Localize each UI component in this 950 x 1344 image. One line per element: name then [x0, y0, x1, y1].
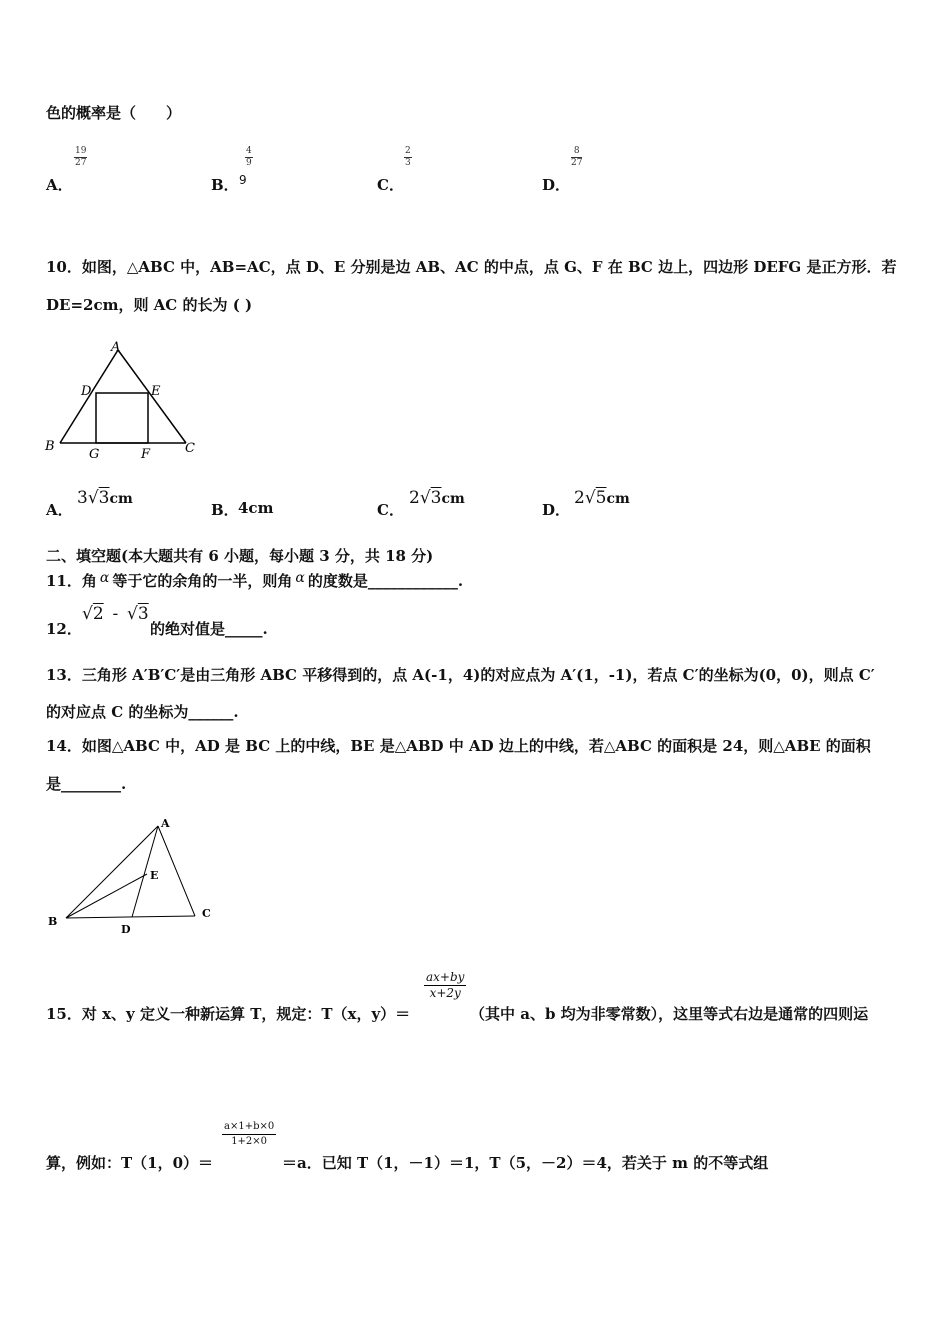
coefficient: 2: [409, 488, 420, 508]
q9-option-b-label: B．: [211, 176, 239, 194]
q10-option-d-value: 2√5cm: [574, 488, 630, 508]
fraction-denominator: 27: [75, 158, 87, 168]
unit: cm: [606, 491, 630, 507]
fraction-numerator: ax+by: [426, 970, 465, 984]
q14-triangle-figure: [40, 812, 230, 940]
q9-option-c-label: C．: [377, 176, 404, 194]
unit: cm: [441, 491, 465, 507]
fraction-denominator: 1+2×0: [231, 1136, 268, 1147]
fraction-numerator: 8: [571, 146, 582, 158]
radicand: 3: [137, 604, 149, 624]
q10-triangle-figure: [40, 335, 210, 465]
vertex-label-c: C: [185, 441, 195, 456]
q15-line2-suffix: ＝a．已知 T（1，－1）＝1，T（5，－2）＝4，若关于 m 的不等式组: [282, 1154, 769, 1172]
q10-option-b-label: B．: [211, 501, 239, 519]
q13-stem-line2: 的对应点 C 的坐标为______.: [46, 703, 239, 721]
vertex-label-b: B: [45, 439, 55, 454]
q15-fraction-definition: [424, 970, 466, 1001]
q10-option-b-value: 4cm: [238, 499, 274, 517]
vertex-label-g: G: [89, 447, 100, 462]
q9-option-a-label: A．: [46, 176, 73, 194]
fraction-numerator: 4: [246, 146, 252, 156]
q10-option-a-value: 3√3cm: [77, 488, 133, 508]
vertex-label-f: F: [141, 447, 151, 462]
radicand: 3: [98, 488, 110, 508]
fraction-numerator: a×1+b×0: [222, 1120, 276, 1135]
q9-option-d-label: D．: [542, 176, 571, 194]
fraction-numerator: 2: [405, 146, 411, 156]
q9-stem-tail: 色的概率是（ ）: [46, 104, 182, 122]
q10-option-a-label: A．: [46, 501, 73, 519]
vertex-label-e: E: [150, 869, 159, 882]
q15-line2-prefix: 算，例如：T（1，0）＝: [46, 1154, 214, 1172]
fraction-numerator: 19: [75, 146, 87, 156]
fraction-denominator: 27: [571, 158, 583, 168]
vertex-label-c: C: [202, 907, 211, 920]
fraction-denominator: 9: [246, 158, 252, 168]
coefficient: 2: [574, 488, 585, 508]
q10-option-d-label: D．: [542, 501, 571, 519]
q9-option-a-fraction: [74, 146, 87, 169]
q11-prefix: 11．角: [46, 572, 97, 590]
fraction-denominator: 3: [405, 158, 411, 168]
q9-option-b-stray-digit: 9: [239, 173, 247, 187]
unit: cm: [109, 491, 133, 507]
q10-option-c-label: C．: [377, 501, 404, 519]
fraction-denominator: x+2y: [429, 986, 461, 1000]
q11-stem: [46, 570, 463, 591]
vertex-label-a: A: [111, 340, 121, 355]
vertex-label-a: A: [161, 817, 170, 830]
q14-stem-line1: 14．如图△ABC 中，AD 是 BC 上的中线，BE 是△ABD 中 AD 边上的中线，若△ABC 的面积是 24，则△ABE 的面积: [46, 737, 871, 755]
q9-option-c-fraction: [404, 146, 412, 169]
radicand: 3: [430, 488, 442, 508]
minus-sign: -: [112, 604, 119, 624]
vertex-label-d: D: [121, 923, 131, 936]
q15-line1-prefix: 15．对 x、y 定义一种新运算 T，规定：T（x，y）＝: [46, 1005, 411, 1023]
vertex-label-b: B: [48, 915, 58, 928]
q13-stem-line1: 13．三角形 A′B′C′是由三角形 ABC 平移得到的，点 A(-1，4)的对应点为 A′(1，-1)，若点 C′的坐标为(0，0)，则点 C′: [46, 666, 875, 684]
radicand: 5: [595, 488, 607, 508]
q11-mid: 等于它的余角的一半，则角: [112, 572, 293, 590]
alpha-symbol: α: [295, 570, 305, 586]
vertex-label-e: E: [151, 384, 161, 399]
q14-stem-line2: 是________.: [46, 775, 127, 793]
q12-suffix: 的绝对值是_____.: [150, 620, 268, 638]
alpha-symbol: α: [99, 570, 110, 586]
radicand: 2: [92, 604, 104, 624]
vertex-label-d: D: [81, 384, 92, 399]
coefficient: 3: [77, 488, 88, 508]
q11-suffix: 的度数是____________.: [307, 572, 464, 590]
q15-fraction-example: [222, 1120, 276, 1149]
q9-option-d-fraction: [571, 146, 582, 169]
q12-expression: √2 - √3: [82, 604, 149, 624]
q10-option-c-value: 2√3cm: [409, 488, 465, 508]
q10-stem-line1: 10．如图，△ABC 中，AB=AC，点 D、E 分别是边 AB、AC 的中点，点 G、F 在 BC 边上，四边形 DEFG 是正方形．若: [46, 258, 897, 276]
q10-stem-line2: DE=2cm，则 AC 的长为 ( ): [46, 296, 253, 314]
q15-line1-suffix: （其中 a、b 均为非零常数），这里等式右边是通常的四则运: [470, 1005, 869, 1023]
section-heading-fill-in: 二、填空题(本大题共有 6 小题，每小题 3 分，共 18 分): [46, 547, 434, 565]
q9-option-b-fraction: [245, 146, 253, 169]
q12-prefix: 12．: [46, 620, 82, 638]
